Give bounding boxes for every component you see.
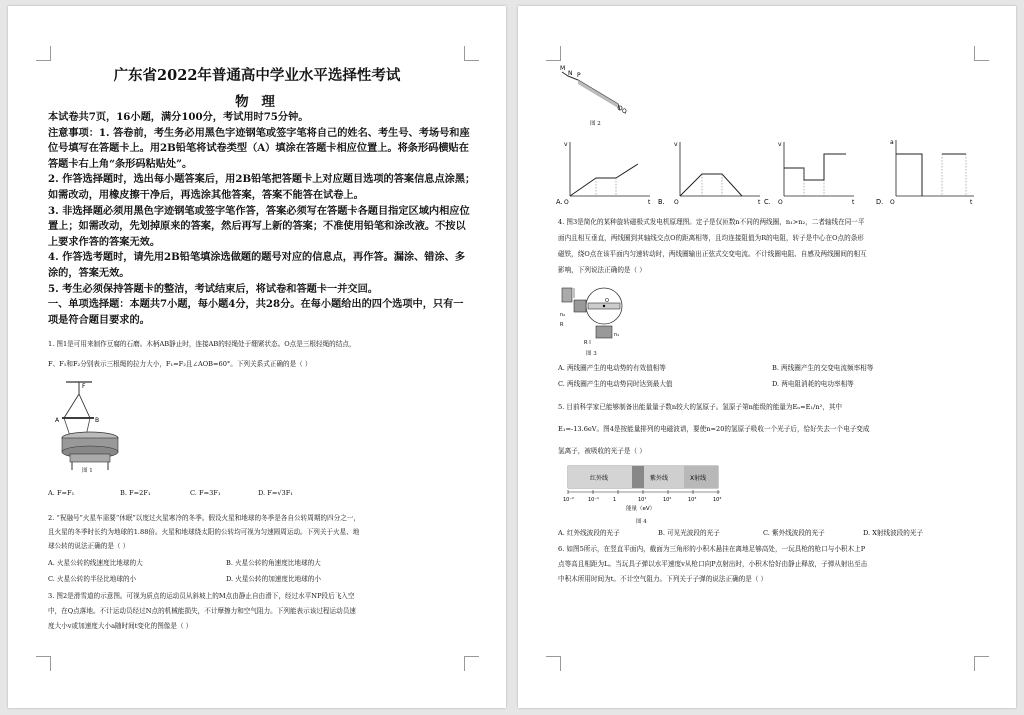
option-d-label: D.: [876, 198, 884, 206]
question-text: 2. “祝融号”火星车需要“休眠”以度过火星寒冷的冬季。假设火星和地球的冬季是各自公转周期的四分之一，: [48, 514, 360, 522]
axis-t: t: [758, 199, 761, 206]
graph-option-c[interactable]: [764, 141, 855, 206]
note-line: 涂的，答案无效。: [48, 266, 130, 279]
crop-mark: [974, 656, 989, 671]
note-line: 位号填写在答题卡上。用2B铅笔将试卷类型（A）填涂在答题卡相应位置上。将条形码横贴在: [48, 142, 469, 155]
crop-mark: [464, 46, 479, 61]
question-text: 氢离子，被吸收的光子是（ ）: [558, 447, 646, 455]
option-c-label: C.: [764, 198, 771, 206]
question-text: 6. 如图5所示，在竖直平面内，截面为三角形的小积木悬挂在离地足够高处，一玩具枪的枪口与小积木上P: [558, 545, 866, 553]
label-n1: n₁: [614, 332, 620, 338]
axis-t: t: [970, 199, 973, 206]
energy-tick-label: 10⁴: [713, 497, 722, 503]
axis-t: t: [852, 199, 855, 206]
question-text: 1. 图1是可用来制作豆腐的石磨。木柄AB静止时，连接AB的轻绳处于绷紧状态。O点是三根轻绳的结点，: [48, 340, 356, 348]
label-N: N: [568, 70, 573, 77]
question-text: 且火星的冬季时长约为地球的1.88倍。火星和地球绕太阳的公转均可视为匀速圆周运动。下列关于火星、地: [48, 528, 360, 536]
q2-options: [48, 557, 488, 587]
label-R: R: [584, 340, 588, 346]
q4-options: [558, 362, 998, 392]
note-line: 上要求作答的答案无效。: [48, 235, 161, 248]
label-n2: n₂: [560, 312, 566, 318]
axis-v: v: [564, 141, 568, 148]
exam-notes: [48, 110, 475, 328]
label-R: R: [560, 322, 564, 328]
option-b: B. F=2F₁: [120, 489, 151, 497]
axis-label-energy: 能量（eV）: [626, 506, 656, 512]
option-b-label: B.: [658, 198, 665, 206]
graph-option-b[interactable]: [658, 141, 761, 206]
figure-1-stone-mill: [52, 378, 132, 476]
axis-v: v: [778, 141, 782, 148]
origin-O: O: [778, 199, 783, 206]
exam-title: 广东省2022年普通高中学业水平选择性考试: [113, 67, 401, 84]
label-M: M: [560, 65, 566, 72]
option-a: A. 火星公转的线速度比地球的大: [48, 559, 143, 567]
q1-options: [48, 489, 488, 503]
energy-tick-label: 10⁻¹: [588, 497, 600, 503]
option-a: A. F=F₁: [48, 489, 75, 497]
note-line: 5. 考生必须保持答题卡的整洁，考试结束后，将试卷和答题卡一并交回。: [48, 282, 378, 295]
crop-mark: [546, 46, 561, 61]
option-a-label: A.: [556, 198, 563, 206]
origin-O: O: [890, 199, 895, 206]
option-c: C. F=3F₁: [190, 489, 221, 497]
figure-2-caption: 图 2: [590, 121, 601, 127]
question-text: F、F₁和F₂分别表示三根绳的拉力大小，F₁=F₂且∠AOB=60°。下列关系式正确的是（ ）: [48, 360, 312, 368]
section-heading: 项是符合题目要求的。: [48, 313, 150, 326]
crop-mark: [36, 46, 51, 61]
question-3: [48, 589, 356, 634]
band-ultraviolet: 紫外线: [650, 475, 669, 482]
question-text: 4. 图3是简化的某种旋转磁极式发电机原理图。定子是仅匝数n不同的两线圈，n₁>n₂，二者轴线在同一平: [558, 218, 865, 226]
note-line: 如需改动，用橡皮擦干净后，再选涂其他答案，答案不能答在试卷上。: [48, 188, 364, 201]
axis-t: t: [648, 199, 651, 206]
option-d: D. 火星公转的加速度比地球的小: [226, 575, 321, 583]
subject-title: 物 理: [235, 94, 279, 110]
question-text: 球公转的说法正确的是（ ）: [48, 542, 130, 550]
question-text: 度大小v或加速度大小a随时间t变化的图像是（ ）: [48, 622, 193, 630]
option-d: D. 两电阻消耗的电功率相等: [772, 380, 854, 388]
crop-mark: [974, 46, 989, 61]
option-b: B. 两线圈产生的交变电流频率相等: [772, 364, 874, 372]
option-b: B. 可见光波段的光子: [658, 529, 720, 537]
note-line: 本试卷共7页，16小题，满分100分，考试用时75分钟。: [48, 111, 309, 123]
option-c: C. 火星公转的半径比地球的小: [48, 575, 137, 583]
question-text: 3. 图2是滑雪道的示意图。可视为质点的运动员从斜坡上的M点由静止自由滑下，经过水平NP段后飞入空: [48, 592, 355, 600]
figure-2-ski-slope: [558, 64, 630, 116]
option-b: B. 火星公转的角速度比地球的大: [226, 559, 321, 567]
document-page-right: [518, 6, 1016, 708]
band-infrared: 红外线: [590, 475, 609, 482]
figure-3-caption: 图 3: [586, 351, 597, 357]
question-1: [48, 334, 356, 374]
figure-1-caption: 图 1: [82, 468, 93, 474]
crop-mark: [36, 656, 51, 671]
origin-O: O: [564, 199, 569, 206]
q3-graph-options: [556, 134, 976, 208]
energy-tick-label: 10²: [663, 497, 672, 503]
q5-options: [558, 527, 998, 541]
label-P: P: [577, 72, 581, 79]
question-text: 中积木所用时间为t。不计空气阻力。下列关于子弹的说法正确的是（ ）: [558, 575, 768, 583]
crop-mark: [546, 656, 561, 671]
option-c: C. 两线圈产生的电动势同时达到最大值: [558, 380, 673, 388]
axis-a: a: [890, 139, 894, 146]
question-2: [48, 511, 360, 553]
note-line: 2. 作答选择题时，选出每小题答案后，用2B铅笔把答题卡上对应题目选项的答案信息点涂黑；: [48, 173, 476, 186]
question-text: 面内且相互垂直，两线圈到其轴线交点O的距离相等，且均连接阻值为R的电阻，转子是中心在O点的条形: [558, 234, 864, 242]
figure-4-em-spectrum: [562, 464, 726, 516]
origin-O: O: [674, 199, 679, 206]
energy-tick-label: 10⁻²: [563, 497, 575, 503]
band-xray: X射线: [690, 475, 707, 482]
note-line: 置上；如需改动，先划掉原来的答案，然后再写上新的答案；不准使用铅笔和涂改液。不按以: [48, 220, 466, 233]
question-4: [558, 214, 867, 278]
document-page-left: [8, 6, 506, 708]
energy-tick-label: 1: [613, 497, 617, 503]
note-line: 3. 非选择题必须用黑色字迹钢笔或签字笔作答，答案必须写在答题卡各题目指定区域内相应位: [48, 204, 470, 217]
graph-option-a[interactable]: [556, 141, 651, 206]
figure-4-caption: 图 4: [636, 519, 647, 525]
option-c: C. 紫外线波段的光子: [763, 529, 825, 537]
axis-v: v: [674, 141, 678, 148]
option-d: D. F=√3F₁: [258, 489, 293, 497]
question-text: 影响，下列说法正确的是（ ）: [558, 266, 646, 274]
question-text: 点等高且相距为L。当玩具子弹以水平速度v从枪口向P点射出时，小积木恰好由静止释放，子弹从射出至击: [558, 560, 868, 568]
question-6: [558, 542, 867, 587]
question-text: 中，在Q点落地。不计运动员经过N点的机械能损失，不计摩擦力和空气阻力。下列能表示该过程运动员速: [48, 607, 356, 615]
figure-3-generator: [560, 282, 634, 346]
graph-option-d[interactable]: [876, 139, 974, 206]
section-heading: 一、单项选择题：本题共7小题，每小题4分，共28分。在每小题给出的四个选项中，只有一: [48, 298, 464, 311]
label-B: B: [95, 417, 100, 424]
option-d: D. X射线波段的光子: [863, 529, 924, 537]
crop-mark: [464, 656, 479, 671]
label-F: F: [82, 383, 86, 390]
question-5: [558, 396, 869, 462]
option-a: A. 红外线波段的光子: [558, 529, 620, 537]
label-O: O: [605, 298, 609, 304]
note-line: 答题卡右上角“条形码粘贴处”。: [48, 157, 193, 170]
energy-tick-label: 10¹: [638, 497, 647, 503]
note-line: 注意事项：1. 答卷前，考生务必用黑色字迹钢笔或签字笔将自己的姓名、考生号、考场号和座: [48, 126, 470, 139]
note-line: 4. 作答选考题时，请先用2B铅笔填涂选做题的题号对应的信息点，再作答。漏涂、错涂、多: [48, 251, 466, 264]
option-a: A. 两线圈产生的电动势的有效值相等: [558, 364, 666, 372]
question-text: E₁=-13.6eV。图4是按能量排列的电磁波谱，要使n=20的氢原子吸收一个光子后，恰好失去一个电子变成: [558, 425, 870, 433]
question-text: 5. 目前科学家已能够制备出能量量子数n较大的氢原子。氢原子第n能级的能量为Eₙ=E₁/n²，其中: [558, 403, 843, 411]
label-A: A: [55, 417, 60, 424]
question-text: 磁铁，绕O点在该平面内匀速转动时，两线圈输出正弦式交变电流。不计线圈电阻、自感及两线圈间的相互: [558, 250, 867, 258]
label-Q: Q: [622, 108, 627, 115]
energy-tick-label: 10³: [688, 497, 697, 503]
